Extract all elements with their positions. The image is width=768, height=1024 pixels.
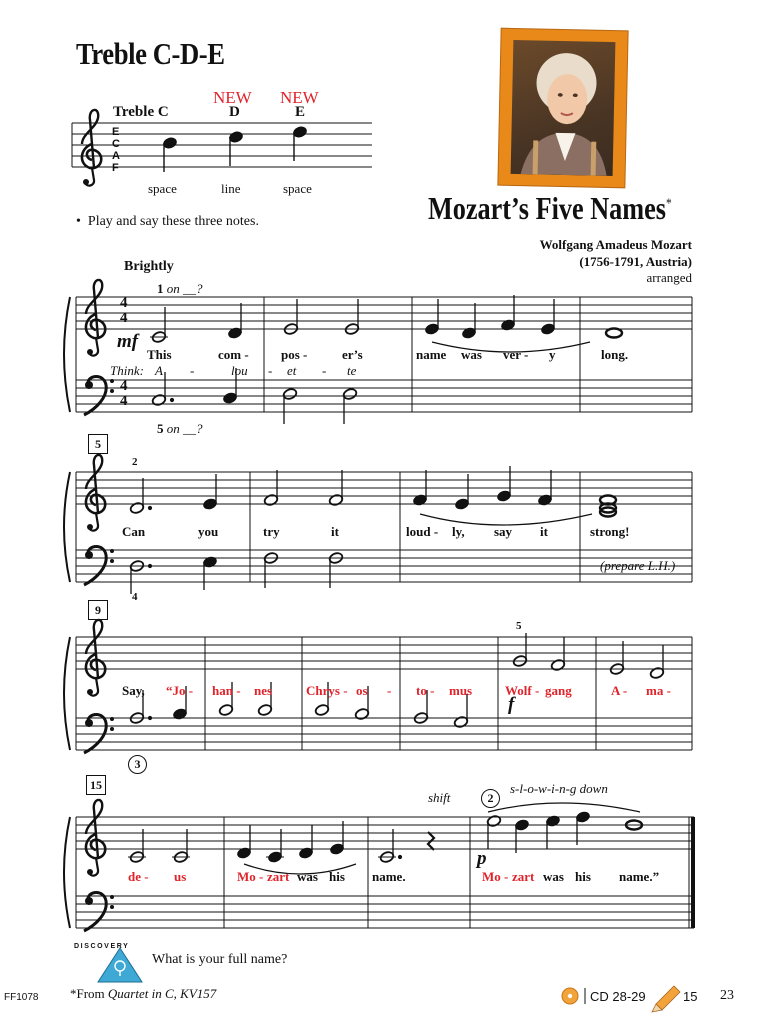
system1-treble-clef: [86, 280, 105, 356]
s1-think-1: A: [155, 363, 163, 378]
s2-lyric-9: strong!: [590, 524, 630, 539]
s1-lyric-6: was: [461, 347, 482, 362]
piece-title-footnote-mark: *: [666, 196, 672, 212]
composer-name: Wolfgang Amadeus Mozart: [539, 237, 692, 252]
s2-lyric-6: ly,: [452, 524, 465, 539]
s3-measure-number: 9: [88, 600, 108, 620]
s1-lyric-4: er’s: [342, 347, 363, 362]
s1-finger-lh-q: on __?: [166, 421, 203, 436]
s3-lyric-12: ma -: [646, 683, 671, 698]
s1-timesig-treble: [120, 296, 128, 326]
cd-track-text: CD 28-29: [590, 989, 646, 1004]
pencil-count: 15: [683, 989, 698, 1004]
piece-title-text: Mozart’s Five Names: [428, 190, 667, 226]
s3-lyric-4: Chrys -: [306, 683, 348, 698]
s1-lyric-2: com -: [218, 347, 249, 362]
s4-lyric-5: was: [297, 869, 318, 884]
arranged-label: arranged: [646, 270, 692, 285]
staff-letter-c: C: [112, 138, 120, 150]
s2-finger-lh: 4: [132, 591, 138, 603]
s3-lyric-11: A -: [611, 683, 628, 698]
s3-lyric-6: -: [387, 683, 392, 698]
s1-think-5: et: [287, 363, 297, 378]
s2-lyric-7: say: [494, 524, 513, 539]
s1-lyric-8: y: [549, 347, 556, 362]
s4-shift: shift: [428, 790, 451, 805]
label-e: E: [295, 104, 306, 120]
s1-think-4: -: [268, 363, 273, 378]
intro-notes: [162, 125, 307, 172]
new-label-e: NEW: [280, 88, 319, 107]
position-space-2: space: [283, 181, 312, 196]
s3-lyric-1: “Jo -: [166, 683, 194, 698]
s4-circled-number: 2: [481, 789, 500, 808]
s4-lyric-1: de -: [128, 869, 149, 884]
s1-think-3: lou: [231, 363, 248, 378]
footnote-prefix: *From: [70, 986, 108, 1001]
s2-lyric-3: try: [263, 524, 280, 539]
s2-lyric-2: you: [198, 524, 219, 539]
discovery-label: DISCOVERY: [74, 943, 130, 950]
intro-treble-clef: [82, 110, 101, 186]
s1-timesig-bass: [120, 379, 128, 409]
new-label-d: NEW: [213, 88, 252, 107]
pencil-icon: [652, 986, 680, 1012]
tempo-marking: Brightly: [124, 259, 174, 274]
system1-brace: [64, 297, 70, 412]
footer-code: FF1078: [4, 992, 39, 1003]
system3-notes: [129, 633, 664, 728]
position-space-1: space: [148, 181, 177, 196]
s3-circled-number: 3: [128, 755, 147, 774]
s3-lyric-5: os: [356, 683, 368, 698]
discovery-icon: [98, 948, 142, 982]
intro-staff: [72, 123, 372, 167]
page-number: 23: [720, 988, 734, 1003]
s4-dynamic: p: [477, 848, 487, 869]
s1-ts-bottom: 4: [120, 310, 128, 326]
s1-think-7: te: [347, 363, 357, 378]
system2-brace: [64, 472, 70, 582]
s1-finger-lh-num: 5: [157, 421, 164, 436]
s4-lyric-7: name.: [372, 869, 406, 884]
s2-finger-rh: 2: [132, 456, 138, 468]
s3-lyric-3: nes: [254, 683, 273, 698]
s1-finger-rh-q: on __?: [166, 281, 203, 296]
system4-treble-clef: [86, 800, 105, 876]
s1-lyric-5: name: [416, 347, 447, 362]
s1-lyric-9: long.: [601, 347, 629, 362]
discovery-question: What is your full name?: [152, 952, 288, 967]
label-treble-c: Treble C: [113, 104, 169, 120]
s4-lyric-9: zart: [512, 869, 535, 884]
s2-lyric-8: it: [540, 524, 548, 539]
system3-brace: [64, 637, 70, 750]
s4-lyric-10: was: [543, 869, 564, 884]
s1-dynamic: mf: [117, 331, 139, 352]
s4-lyric-3: Mo -: [237, 869, 264, 884]
s1-tsb-bottom: 4: [120, 393, 128, 409]
s4-lyric-4: zart: [267, 869, 290, 884]
s3-lyric-10: gang: [545, 683, 572, 698]
composer-dates: (1756-1791, Austria): [579, 254, 692, 269]
s1-think-label: Think:: [110, 363, 144, 378]
s3-lyric-say: Say,: [122, 683, 145, 698]
system4-notes: [128, 803, 642, 874]
footnote: [70, 986, 216, 1002]
final-barline: [691, 817, 695, 928]
s1-tsb-top: 4: [120, 378, 128, 394]
system4-brace: [64, 817, 70, 928]
page-title: Treble C-D-E: [76, 36, 225, 71]
s3-lyric-8: mus: [449, 683, 473, 698]
staff-letter-a: A: [112, 150, 120, 162]
s1-lyric-1: This: [147, 347, 172, 362]
s4-measure-number: 15: [86, 775, 106, 795]
s3-finger-rh: 5: [516, 620, 522, 632]
s1-lyric-3: pos -: [281, 347, 308, 362]
staff-letter-e: E: [112, 126, 120, 138]
s3-lyric-9: Wolf -: [505, 683, 540, 698]
s1-lyric-7: ver -: [503, 347, 529, 362]
position-line: line: [221, 181, 241, 196]
system3-treble-clef: [86, 620, 105, 696]
s2-lyric-5: loud -: [406, 524, 439, 539]
s1-think-6: -: [322, 363, 327, 378]
s2-lyric-4: it: [331, 524, 339, 539]
s4-lyric-12: name.”: [619, 869, 660, 884]
s1-finger-rh-num: 1: [157, 281, 164, 296]
s3-lyric-2: han -: [212, 683, 241, 698]
cd-icon: [562, 988, 578, 1004]
s3-dynamic: f: [508, 694, 515, 715]
staff-letter-f: F: [112, 162, 119, 174]
label-d: D: [229, 104, 240, 120]
s4-lyric-8: Mo -: [482, 869, 509, 884]
s1-ts-top: 4: [120, 295, 128, 311]
system1-finger-lh: [157, 421, 203, 437]
footnote-work: Quartet in C, KV157: [107, 986, 217, 1001]
s4-lyric-2: us: [174, 869, 187, 884]
s4-lyric-6: his: [329, 869, 345, 884]
s2-lyric-1: Can: [122, 524, 146, 539]
s4-slowing-down: s-l-o-w-i-n-g down: [510, 781, 608, 796]
s2-prepare-note: (prepare L.H.): [600, 558, 676, 573]
s2-measure-number: 5: [88, 434, 108, 454]
system1-finger-rh: [157, 281, 203, 297]
s4-lyric-11: his: [575, 869, 591, 884]
system2-treble-clef: [86, 455, 105, 531]
s3-lyric-7: to -: [416, 683, 435, 698]
instruction-text: Play and say these three notes.: [87, 214, 259, 229]
s1-think-2: -: [190, 363, 195, 378]
bullet-dot: •: [76, 214, 88, 229]
